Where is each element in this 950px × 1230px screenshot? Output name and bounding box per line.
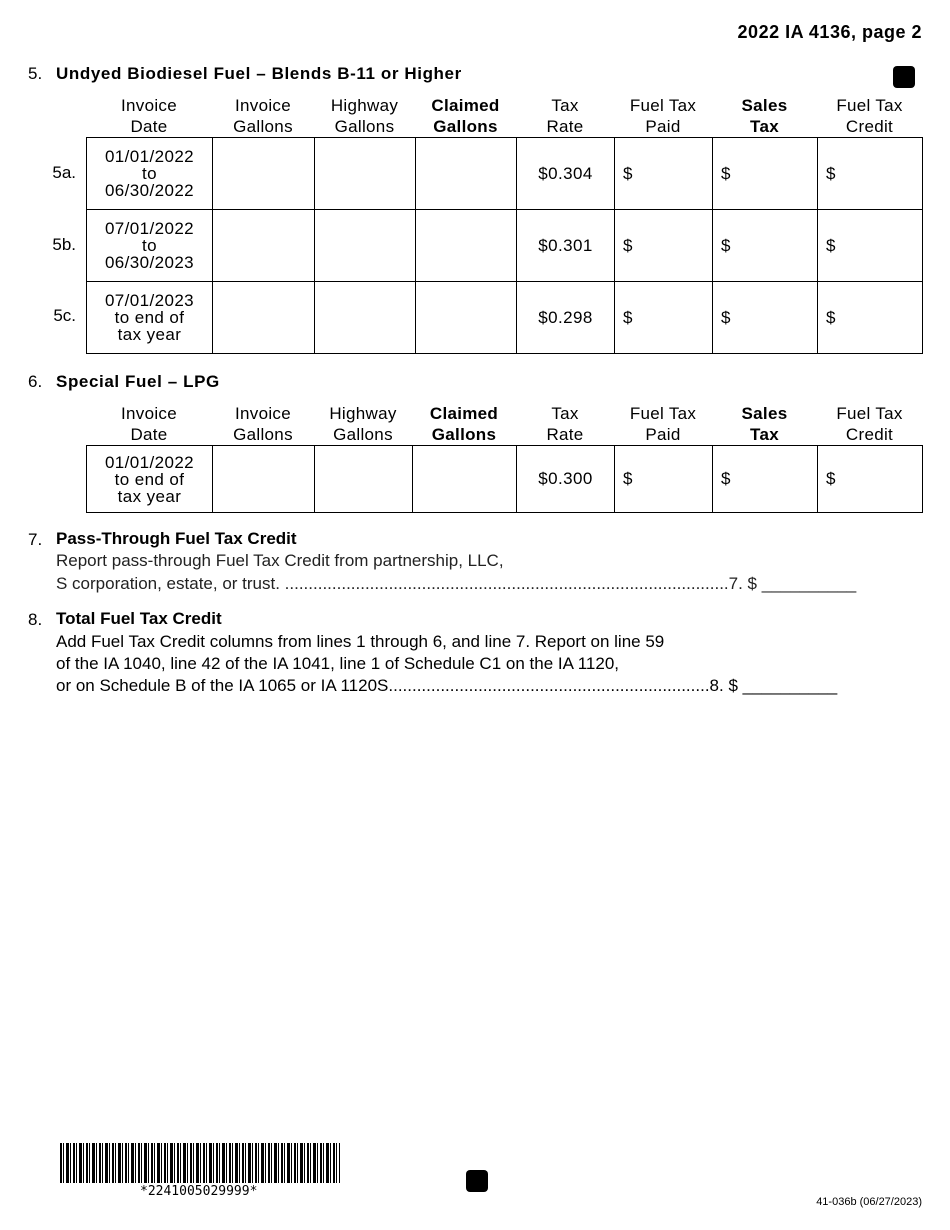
col-header-sales-tax: Sales Tax [741, 404, 788, 444]
tax-rate-cell: $0.304 [517, 138, 615, 210]
item-8-line-1: Add Fuel Tax Credit columns from lines 1 through 6, and line 7. Report on line 59 [56, 632, 665, 651]
section-6-number: 6. [28, 372, 43, 391]
row-label-5b: 5b. [52, 235, 76, 254]
claimed-gallons-input[interactable] [416, 282, 517, 354]
claimed-gallons-input[interactable] [413, 446, 517, 513]
row-label-5c: 5c. [53, 306, 76, 325]
col-header-fuel-tax-credit: Fuel Tax Credit [836, 404, 903, 444]
row-label-5a: 5a. [52, 163, 76, 182]
section-6-column-headers [86, 403, 922, 445]
col-header-sales-tax: Sales Tax [741, 96, 788, 136]
item-7-title: Pass-Through Fuel Tax Credit [56, 529, 297, 548]
claimed-gallons-input[interactable] [416, 210, 517, 282]
fuel-tax-credit-input[interactable]: $ [818, 446, 923, 513]
invoice-date-cell: 07/01/2023 to end of tax year [87, 282, 213, 354]
fuel-tax-paid-input[interactable]: $ [615, 282, 713, 354]
col-header-invoice-date: Invoice Date [121, 404, 177, 444]
form-id: 41-036b (06/27/2023) [816, 1196, 922, 1208]
section-5-title: Undyed Biodiesel Fuel – Blends B-11 or Higher [56, 64, 462, 83]
col-header-highway-gallons: Highway Gallons [330, 96, 399, 136]
table-row [87, 446, 923, 513]
fuel-tax-paid-input[interactable]: $ [615, 446, 713, 513]
tax-rate-cell: $0.301 [517, 210, 615, 282]
item-7-number: 7. [28, 530, 43, 549]
col-header-tax-rate: Tax Rate [546, 96, 584, 136]
highway-gallons-input[interactable] [315, 282, 416, 354]
sales-tax-input[interactable]: $ [713, 446, 818, 513]
invoice-gallons-input[interactable] [213, 138, 315, 210]
item-8-title: Total Fuel Tax Credit [56, 609, 222, 628]
barcode-number: *2241005029999* [140, 1184, 258, 1199]
sales-tax-input[interactable]: $ [713, 210, 818, 282]
section-5-table [86, 137, 923, 354]
claimed-gallons-input[interactable] [416, 138, 517, 210]
invoice-gallons-input[interactable] [213, 210, 315, 282]
tax-rate-cell: $0.300 [517, 446, 615, 513]
section-5-column-headers [86, 95, 922, 137]
page-header-title: 2022 IA 4136, page 2 [737, 22, 922, 42]
col-header-fuel-tax-paid: Fuel Tax Paid [629, 404, 697, 444]
col-header-invoice-gallons: Invoice Gallons [233, 96, 293, 136]
barcode-icon [60, 1143, 340, 1183]
invoice-gallons-input[interactable] [213, 446, 315, 513]
invoice-date-cell: 01/01/2022 to 06/30/2022 [87, 138, 213, 210]
fuel-tax-paid-input[interactable]: $ [615, 138, 713, 210]
col-header-claimed-gallons: Claimed Gallons [431, 96, 500, 136]
highway-gallons-input[interactable] [315, 138, 416, 210]
invoice-date-cell: 07/01/2022 to 06/30/2023 [87, 210, 213, 282]
fuel-tax-credit-input[interactable]: $ [818, 282, 923, 354]
table-row [87, 282, 923, 354]
highway-gallons-input[interactable] [315, 446, 413, 513]
item-8-line-3[interactable]: or on Schedule B of the IA 1065 or IA 1120S....................................................................8. $ __________ [56, 676, 838, 695]
fuel-tax-paid-input[interactable]: $ [615, 210, 713, 282]
col-header-invoice-gallons: Invoice Gallons [233, 404, 293, 444]
invoice-date-cell: 01/01/2022 to end of tax year [87, 446, 213, 513]
item-8-line-2: of the IA 1040, line 42 of the IA 1041, line 1 of Schedule C1 on the IA 1120, [56, 654, 620, 673]
fuel-tax-credit-input[interactable]: $ [818, 210, 923, 282]
registration-mark-top [893, 66, 915, 88]
sales-tax-input[interactable]: $ [713, 138, 818, 210]
table-row [87, 210, 923, 282]
col-header-invoice-date: Invoice Date [121, 96, 177, 136]
col-header-tax-rate: Tax Rate [546, 404, 584, 444]
table-row [87, 138, 923, 210]
col-header-fuel-tax-paid: Fuel Tax Paid [629, 96, 697, 136]
registration-mark-bottom [466, 1170, 488, 1192]
item-7-line-1: Report pass-through Fuel Tax Credit from partnership, LLC, [56, 551, 504, 570]
item-7-line-2[interactable]: S corporation, estate, or trust. ..............................................................................................7. $ __________ [56, 574, 857, 593]
item-8-number: 8. [28, 610, 43, 629]
section-6-title: Special Fuel – LPG [56, 372, 220, 391]
sales-tax-input[interactable]: $ [713, 282, 818, 354]
col-header-highway-gallons: Highway Gallons [329, 404, 397, 444]
fuel-tax-credit-input[interactable]: $ [818, 138, 923, 210]
invoice-gallons-input[interactable] [213, 282, 315, 354]
section-6-table [86, 445, 923, 513]
section-5-number: 5. [28, 64, 43, 83]
col-header-fuel-tax-credit: Fuel Tax Credit [836, 96, 903, 136]
highway-gallons-input[interactable] [315, 210, 416, 282]
tax-rate-cell: $0.298 [517, 282, 615, 354]
col-header-claimed-gallons: Claimed Gallons [429, 404, 499, 444]
